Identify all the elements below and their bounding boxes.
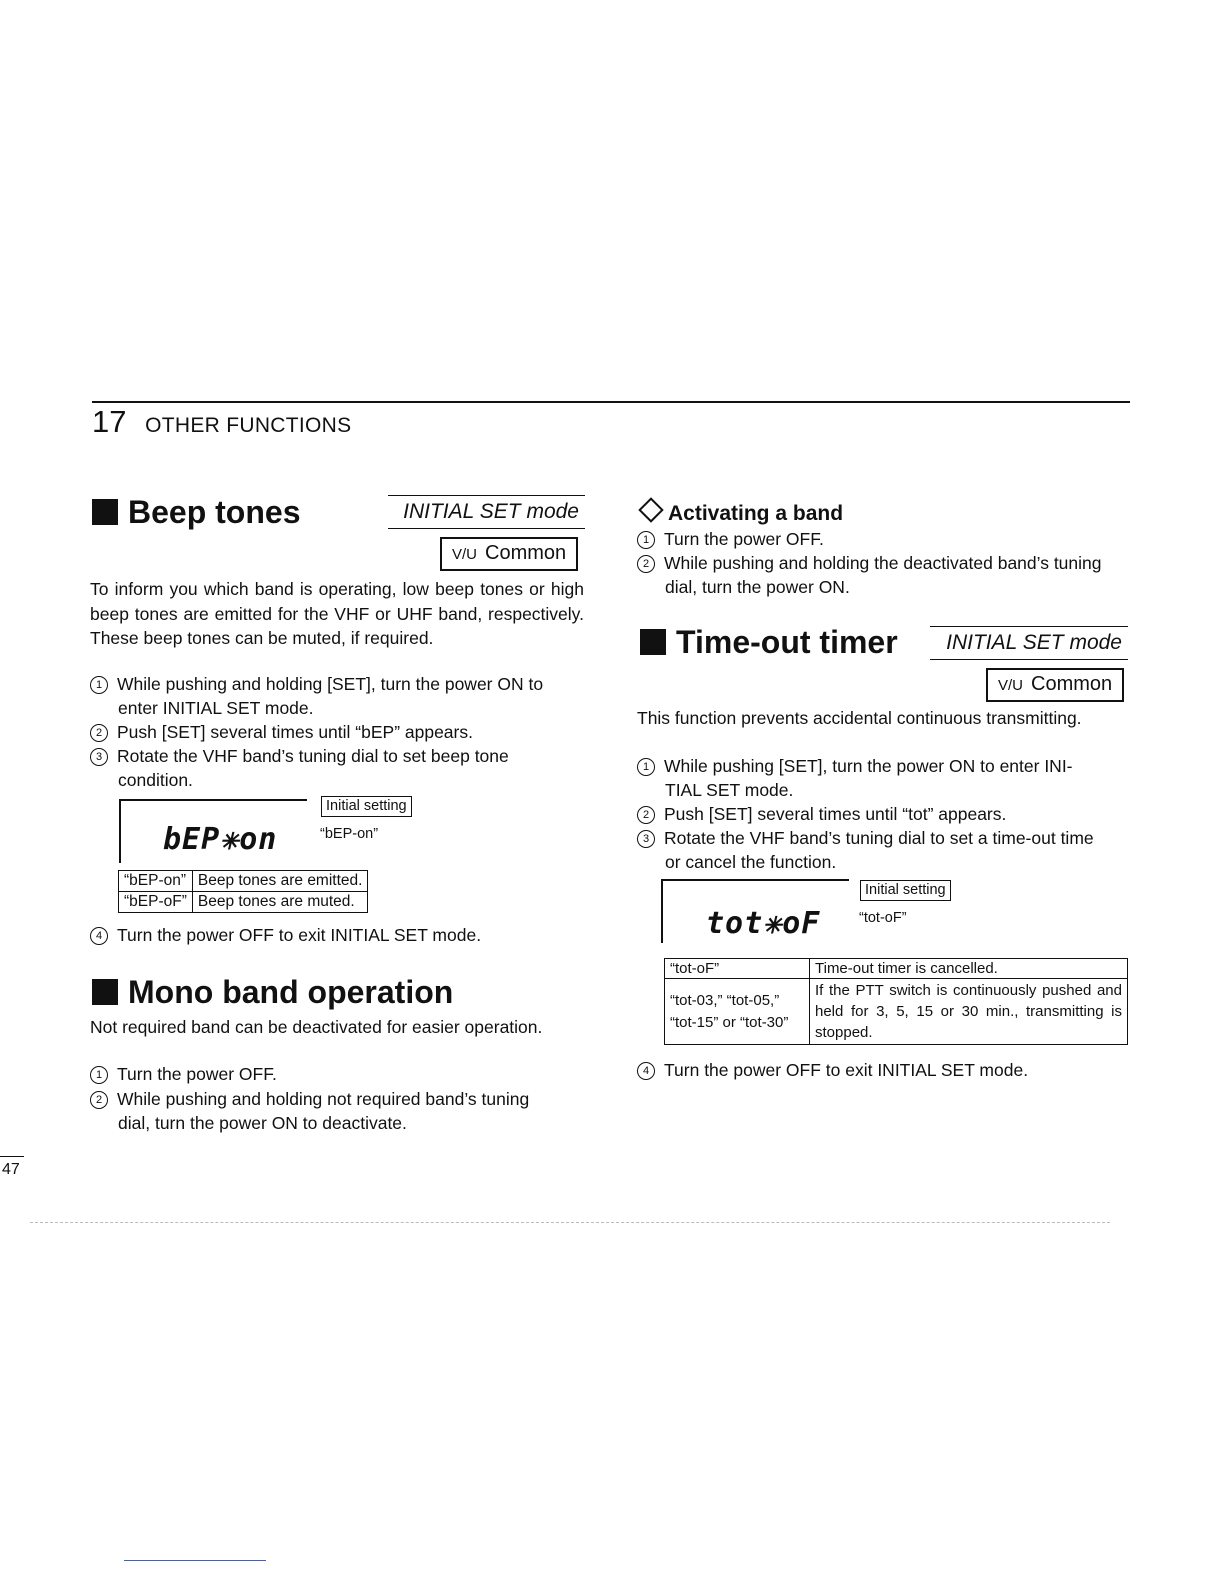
mono-title: Mono band operation bbox=[128, 974, 454, 1010]
timeout-step-4: 4 Turn the power OFF to exit INITIAL SET mode. bbox=[637, 1058, 1137, 1082]
section-heading-beep-tones bbox=[92, 492, 300, 532]
chapter-heading bbox=[92, 403, 351, 445]
beep-common-badge bbox=[440, 537, 578, 571]
beep-vu-label: V/U bbox=[452, 546, 478, 563]
timeout-initial-value: “tot-oF” bbox=[859, 910, 907, 926]
timeout-lcd-display: tot✳oF bbox=[706, 906, 821, 941]
activating-step-2: 2 While pushing and holding the deactivated band’s tuning dial, turn the power ON. bbox=[637, 551, 1137, 599]
table-cell: Time-out timer is cancelled. bbox=[810, 959, 1128, 979]
beep-initial-setting-label: Initial setting bbox=[321, 796, 412, 817]
timeout-intro: This function prevents accidental continuous transmitting. bbox=[637, 708, 1082, 728]
page-number-rule bbox=[0, 1156, 24, 1157]
mono-step-2: 2 While pushing and holding not required band’s tuning dial, turn the power ON to deactivate. bbox=[90, 1087, 590, 1135]
beep-step-2: 2 Push [SET] several times until “bEP” appears. bbox=[90, 720, 590, 744]
table-cell: “tot-oF” bbox=[665, 959, 810, 979]
activating-title: Activating a band bbox=[668, 502, 844, 525]
timeout-title: Time-out timer bbox=[676, 624, 898, 660]
timeout-table bbox=[664, 958, 1128, 1045]
timeout-step-1: 1 While pushing [SET], turn the power ON to enter INI- TIAL SET mode. bbox=[637, 754, 1137, 802]
timeout-initial-setting-label: Initial setting bbox=[860, 880, 951, 901]
table-cell: Beep tones are emitted. bbox=[192, 871, 368, 892]
beep-step-3: 3 Rotate the VHF band’s tuning dial to set beep tone condition. bbox=[90, 744, 590, 792]
table-cell: Beep tones are muted. bbox=[192, 892, 368, 913]
table-cell: If the PTT switch is continuously pushed and held for 3, 5, 15 or 30 min., transmitting is stopped. bbox=[810, 979, 1128, 1045]
timeout-step-2: 2 Push [SET] several times until “tot” appears. bbox=[637, 802, 1137, 826]
chapter-number: 17 bbox=[92, 404, 127, 439]
table-row bbox=[665, 979, 1128, 1045]
beep-initial-value: “bEP-on” bbox=[320, 826, 379, 842]
beep-table bbox=[118, 870, 368, 913]
table-cell: “bEP-oF” bbox=[119, 892, 193, 913]
page-number: 47 bbox=[2, 1161, 20, 1178]
timeout-common-label: Common bbox=[1031, 673, 1113, 695]
section-heading-time-out-timer bbox=[640, 622, 898, 662]
beep-title: Beep tones bbox=[128, 494, 301, 530]
table-row bbox=[119, 892, 368, 913]
beep-mode-label: INITIAL SET mode bbox=[388, 495, 585, 529]
beep-step-4: 4 Turn the power OFF to exit INITIAL SET mode. bbox=[90, 923, 590, 947]
heading-square-icon bbox=[640, 629, 666, 655]
beep-step-1: 1 While pushing and holding [SET], turn the power ON to enter INITIAL SET mode. bbox=[90, 672, 590, 720]
beep-common-label: Common bbox=[485, 542, 567, 564]
bottom-link-line bbox=[124, 1560, 266, 1561]
table-cell: “bEP-on” bbox=[119, 871, 193, 892]
activating-step-1: 1 Turn the power OFF. bbox=[637, 527, 1137, 551]
beep-lcd-display: bEP✳on bbox=[163, 822, 278, 857]
mono-intro: Not required band can be deactivated for easier operation. bbox=[90, 1017, 543, 1037]
table-row bbox=[665, 959, 1128, 979]
heading-square-icon bbox=[92, 979, 118, 1005]
subsection-heading-activating bbox=[636, 501, 843, 527]
footer-rule bbox=[30, 1222, 1110, 1224]
timeout-step-3: 3 Rotate the VHF band’s tuning dial to set a time-out time or cancel the function. bbox=[637, 826, 1137, 874]
beep-intro: To inform you which band is operating, low beep tones or high beep tones are emitted for the VHF or UHF band, respectively. These beep tones can be muted, if required. bbox=[90, 579, 584, 648]
table-row bbox=[119, 871, 368, 892]
section-heading-mono-band bbox=[92, 972, 453, 1012]
table-cell: “tot-03,” “tot-05,” “tot-15” or “tot-30” bbox=[665, 979, 810, 1045]
timeout-mode-label: INITIAL SET mode bbox=[930, 626, 1128, 660]
timeout-vu-label: V/U bbox=[998, 677, 1024, 694]
mono-step-1: 1 Turn the power OFF. bbox=[90, 1062, 590, 1086]
diamond-icon bbox=[638, 497, 663, 522]
chapter-title: OTHER FUNCTIONS bbox=[145, 414, 352, 437]
heading-square-icon bbox=[92, 499, 118, 525]
timeout-common-badge bbox=[986, 668, 1124, 702]
